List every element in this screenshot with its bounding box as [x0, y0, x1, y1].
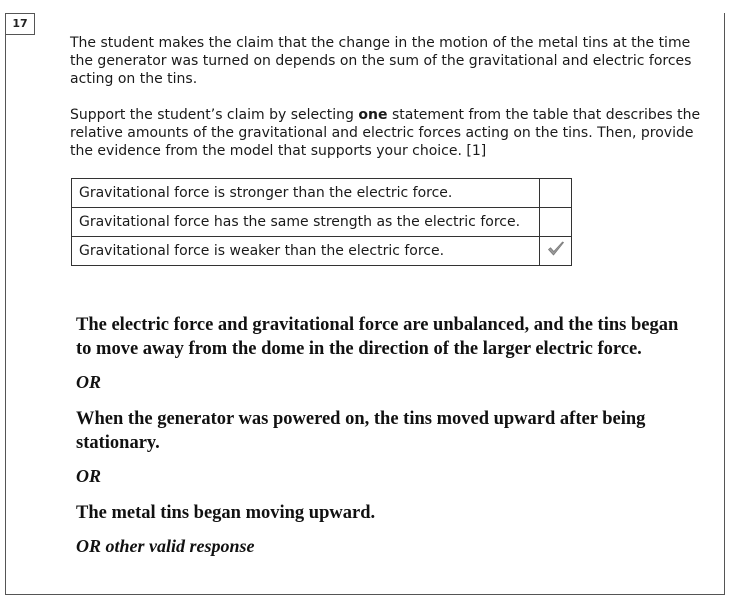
option-text: Gravitational force is stronger than the electric force. — [72, 179, 540, 208]
option-text: Gravitational force is weaker than the electric force. — [72, 237, 540, 266]
answer-1: The electric force and gravitational force are unbalanced, and the tins began to move away from the dome in the direction of the larger electric force. — [76, 315, 679, 359]
option-checkbox[interactable] — [540, 208, 572, 237]
option-row — [72, 237, 572, 266]
answer-3: The metal tins began moving upward. — [76, 503, 376, 523]
other-valid-response: OR other valid response — [76, 536, 255, 556]
or-separator: OR — [76, 372, 102, 392]
question-number: 17 — [5, 13, 35, 35]
or-separator: OR — [76, 466, 102, 486]
instruction-text-after: statement from the table that describes the relative amounts of the gravitational and electric forces acting on the tins. Then, provide the evidence from the model that supports your choice. [1] — [70, 107, 701, 159]
answer-2: When the generator was powered on, the tins moved upward after being stationary. — [76, 409, 646, 453]
option-text: Gravitational force has the same strength as the electric force. — [72, 208, 540, 237]
option-row — [72, 179, 572, 208]
option-row — [72, 208, 572, 237]
options-table — [71, 178, 572, 266]
claim-paragraph: The student makes the claim that the change in the motion of the metal tins at the time the generator was turned on depends on the sum of the gravitational and electric forces acting on the tins. — [70, 35, 692, 87]
instruction-emphasis: one — [358, 107, 388, 123]
option-checkbox[interactable] — [540, 179, 572, 208]
checkmark-icon — [547, 241, 565, 257]
instruction-text-before: Support the student’s claim by selecting — [70, 107, 359, 123]
instruction-paragraph — [70, 106, 715, 160]
option-checkbox[interactable] — [540, 237, 572, 266]
